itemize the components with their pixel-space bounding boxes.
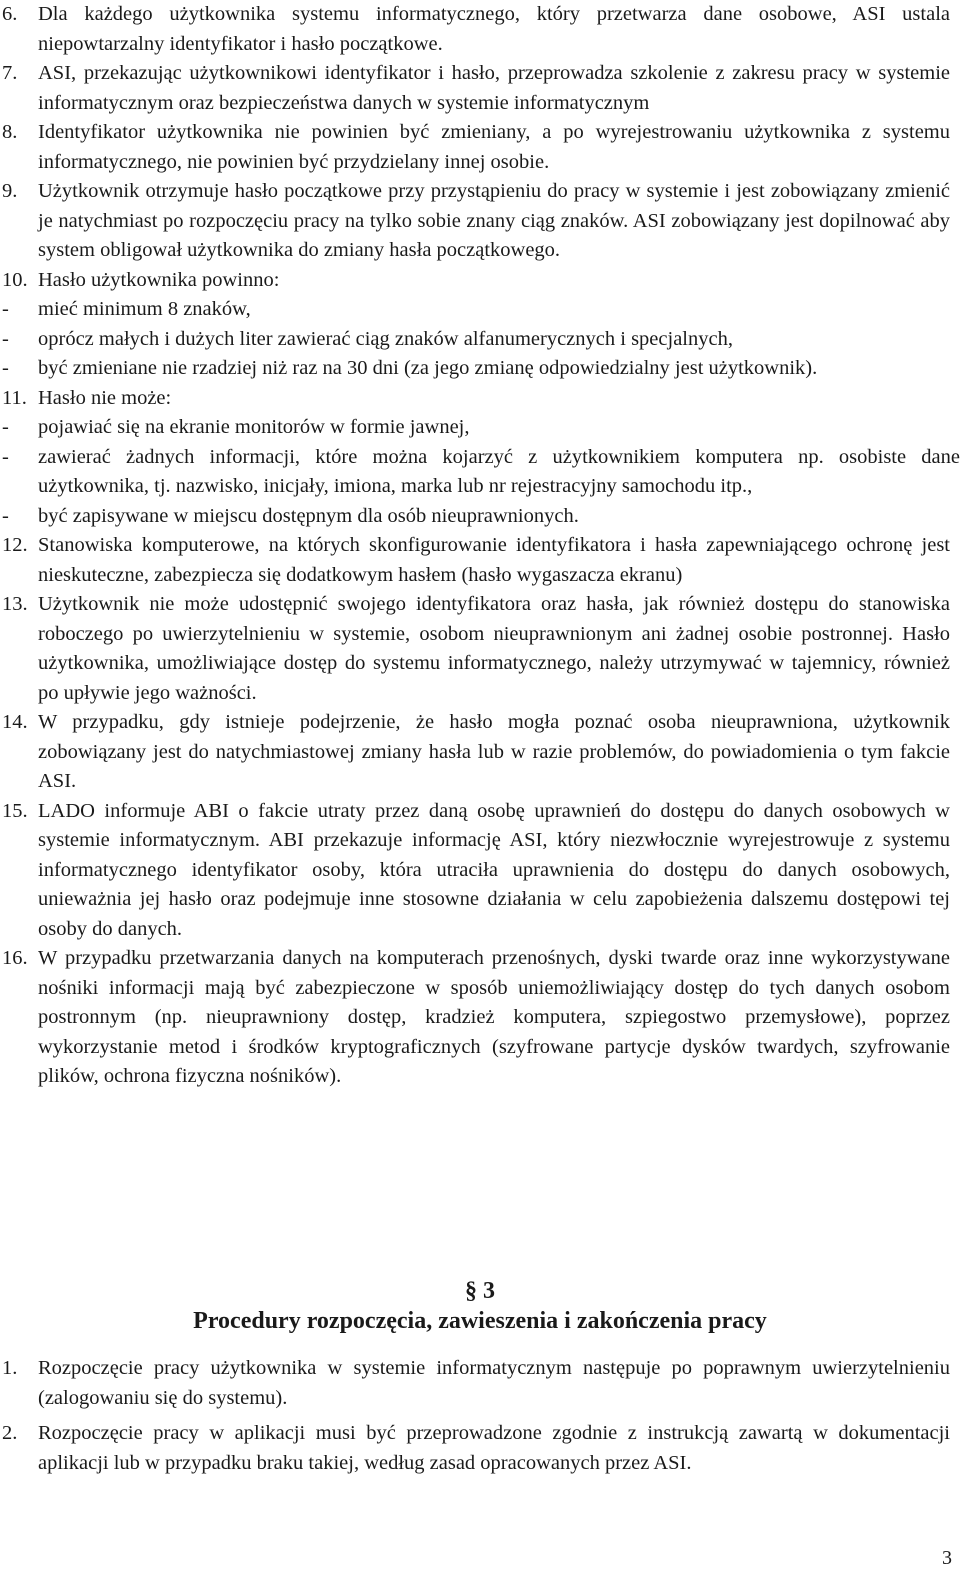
list-item-password-restrictions	[0, 384, 960, 414]
item-text: Hasło użytkownika powinno:	[38, 268, 280, 291]
list-item	[0, 0, 960, 59]
sub-item-text: być zapisywane w miejscu dostępnym dla osób nieuprawnionych.	[38, 504, 579, 527]
dash-bullet: -	[2, 298, 9, 320]
sub-item	[0, 502, 960, 532]
sub-item	[0, 325, 960, 355]
item-number: 15.	[2, 799, 28, 822]
item-number: 10.	[2, 268, 28, 291]
page-number: 3	[942, 1547, 952, 1569]
list-item	[0, 944, 960, 1092]
dash-bullet: -	[2, 357, 9, 379]
list-item	[0, 1419, 960, 1478]
item-text: Stanowiska komputerowe, na których skonfigurowanie identyfikatora i hasła zapewniającego ochronę jest nieskuteczne, zabezpiecza się dodatkowym hasłem (hasło wygaszacza ekranu)	[38, 534, 950, 586]
item-number: 1.	[2, 1357, 18, 1379]
item-number: 7.	[2, 62, 18, 84]
item-text: Użytkownik otrzymuje hasło początkowe przy przystąpieniu do pracy w systemie i jest zobowiązany zmienić je natychmiast po rozpoczęciu pracy na tylko sobie znany ciąg znaków. ASI zobowiązany jest dopilnować aby system obligował użytkownika do zmiany hasła początkowego.	[38, 180, 950, 261]
list-item	[0, 708, 960, 797]
sub-item-text: pojawiać się na ekranie monitorów w formie jawnej,	[38, 416, 470, 438]
sub-item-text: oprócz małych i dużych liter zawierać ciąg znaków alfanumerycznych i specjalnych,	[38, 327, 733, 350]
list-item	[0, 590, 960, 708]
item-number: 9.	[2, 180, 18, 202]
dash-bullet: -	[2, 416, 9, 438]
section-heading	[0, 1276, 960, 1336]
list-item	[0, 797, 960, 945]
item-number: 12.	[2, 534, 28, 556]
sub-item	[0, 295, 960, 325]
item-text: Rozpoczęcie pracy użytkownika w systemie informatycznym następuje po poprawnym uwierzytelnieniu (zalogowaniu się do systemu).	[38, 1357, 950, 1409]
item-number: 2.	[2, 1422, 18, 1444]
section-title: Procedury rozpoczęcia, zawieszenia i zakończenia pracy	[193, 1308, 767, 1334]
dash-bullet: -	[2, 327, 9, 350]
sub-item-text: być zmieniane nie rzadziej niż raz na 30 dni (za jego zmianę odpowiedzialny jest użytkownik).	[38, 357, 818, 379]
list-item-password-requirements	[0, 266, 960, 296]
item-text: Użytkownik nie może udostępnić swojego identyfikatora oraz hasła, jak również dostępu do stanowiska roboczego po uwierzytelnieniu w systemie, osobom nieuprawnionym ani żadnej osobie postronnej. Hasło użytkownika, umożliwiające dostęp do systemu informatycznego, należy utrzymywać w tajemnicy, również po upływie jego ważności.	[38, 593, 950, 704]
list-item	[0, 531, 960, 590]
item-text: W przypadku, gdy istnieje podejrzenie, że hasło mogła poznać osoba nieuprawniona, użytkownik zobowiązany jest do natychmiastowej zmiany hasła lub w razie problemów, do powiadomienia o tym fakcie ASI.	[38, 711, 950, 792]
list-item	[0, 1354, 960, 1413]
item-number: 13.	[2, 593, 28, 615]
dash-bullet: -	[2, 445, 9, 468]
item-text: ASI, przekazując użytkownikowi identyfikator i hasło, przeprowadza szkolenie z zakresu pracy w systemie informatycznym oraz bezpieczeństwa danych w systemie informatycznym	[38, 62, 950, 114]
list-item	[0, 177, 960, 266]
sub-item-text: zawierać żadnych informacji, które można kojarzyć z użytkownikiem komputera np. osobiste dane użytkownika, tj. nazwisko, inicjały, imiona, marka lub nr rejestracyjny samochodu itp.,	[38, 445, 960, 497]
section-symbol: § 3	[465, 1278, 495, 1304]
list-item	[0, 59, 960, 118]
sub-item	[0, 354, 960, 384]
item-number: 14.	[2, 711, 28, 733]
numbered-list-section-3	[0, 1354, 960, 1478]
dash-bullet: -	[2, 504, 9, 527]
sub-item	[0, 413, 960, 443]
item-number: 8.	[2, 121, 18, 143]
item-text: LADO informuje ABI o fakcie utraty przez daną osobę uprawnień do dostępu do danych osobowych w systemie informatycznym. ABI przekazuje informację ASI, który niezwłocznie wyrejestrowuje z systemu informatycznego identyfikator osoby, która utraciła uprawnienia do dostępu do danych osobowych, unieważnia jej hasło oraz podejmuje inne stosowne działania w celu zapobieżenia dalszemu dostępowi tej osoby do danych.	[38, 799, 950, 940]
item-number: 16.	[2, 947, 28, 969]
item-number: 6.	[2, 3, 18, 25]
sub-item-text: mieć minimum 8 znaków,	[38, 298, 251, 320]
item-text: Hasło nie może:	[38, 386, 172, 409]
item-number: 11.	[2, 386, 27, 409]
item-text: W przypadku przetwarzania danych na komputerach przenośnych, dyski twarde oraz inne wykorzystywane nośniki informacji mają być zabezpieczone w sposób uniemożliwiający dostęp do tych danych osobom postronnym (np. nieuprawniony dostęp, kradzież komputera, szpiegostwo przemysłowe), poprzez wykorzystanie metod i środków kryptograficznych (szyfrowane partycje dysków twardych, szyfrowanie plików, ochrona fizyczna nośników).	[38, 947, 950, 1087]
sub-item	[0, 443, 960, 502]
item-text: Identyfikator użytkownika nie powinien być zmieniany, a po wyrejestrowaniu użytkownika z systemu informatycznego, nie powinien być przydzielany innej osobie.	[38, 121, 950, 173]
list-item	[0, 118, 960, 177]
item-text: Dla każdego użytkownika systemu informatycznego, który przetwarza dane osobowe, ASI ustala niepowtarzalny identyfikator i hasło początkowe.	[38, 3, 950, 55]
item-text: Rozpoczęcie pracy w aplikacji musi być przeprowadzone zgodnie z instrukcją zawartą w dokumentacji aplikacji lub w przypadku braku takiej, według zasad opracowanych przez ASI.	[38, 1422, 950, 1474]
